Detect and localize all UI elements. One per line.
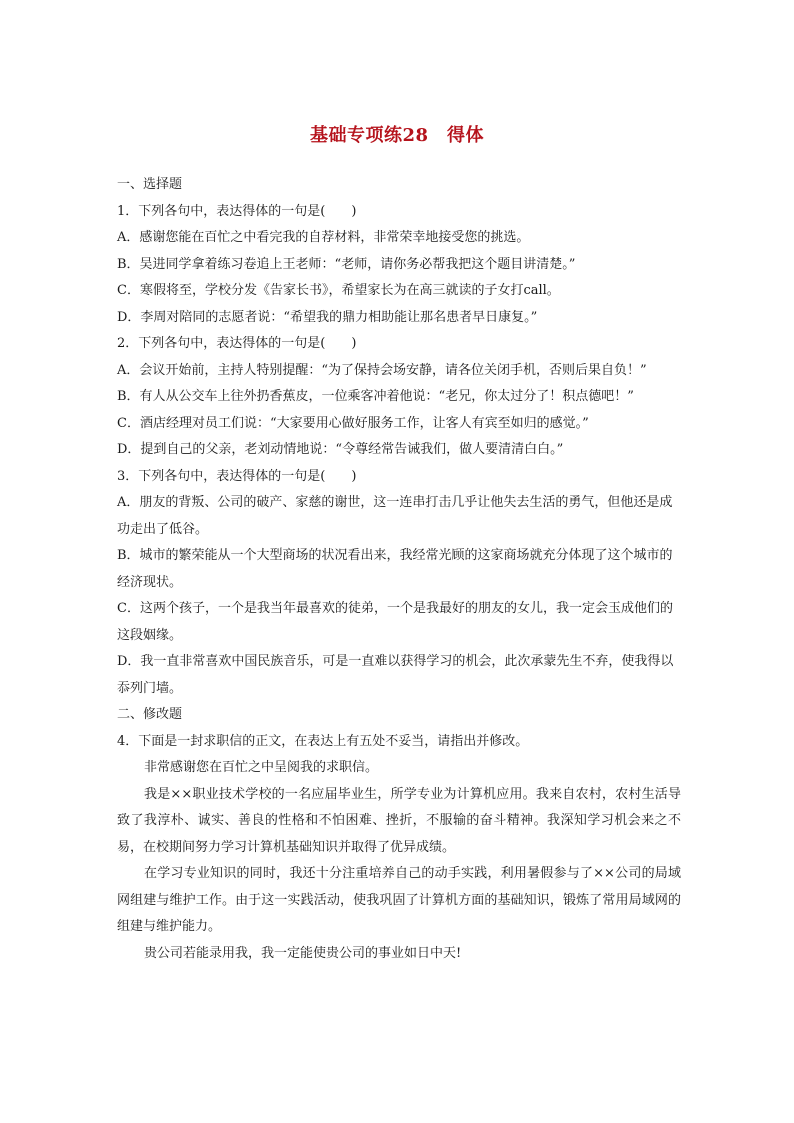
question-2-stem: 2．下列各句中，表达得体的一句是( ): [117, 336, 357, 351]
question-1-option-d: D．李周对陪同的志愿者说：“希望我的鼎力相助能让那名患者早日康复。”: [117, 309, 538, 325]
letter-paragraph-2: 我是××职业技术学校的一名应届毕业生，所学专业为计算机应用。我来自农村，农村生活导致了我淳朴、诚实、善良的性格和不怕困难、挫折，不服输的奋斗精神。我深知学习机会来之不易，在校期间努力学习计算机基础知识并取得了优异成绩。: [117, 786, 681, 855]
letter-paragraph-1: 非常感谢您在百忙之中呈阅我的求职信。: [144, 760, 379, 775]
document-body: [117, 172, 681, 967]
question-1-stem: 1．下列各句中，表达得体的一句是( ): [117, 203, 357, 219]
section-heading-choice: 一、选择题: [117, 177, 183, 192]
question-2-option-d: D．提到自己的父亲，老刘动情地说：“令尊经常告诫我们，做人要清清白白。”: [117, 442, 564, 457]
page-title: 基础专项练28 得体: [309, 125, 485, 146]
question-1-option-c: C．寒假将至，学校分发《告家长书》，希望家长为在高三就读的子女打call。: [117, 283, 560, 298]
question-3-option-b: B．城市的繁荣能从一个大型商场的状况看出来，我经常光顾的这家商场就充分体现了这个城市的经济现状。: [117, 548, 673, 590]
letter-paragraph-3: 在学习专业知识的同时，我还十分注重培养自己的动手实践，利用暑假参与了××公司的局域网组建与维护工作。由于这一实践活动，使我巩固了计算机方面的基础知识，锻炼了常用局域网的组建与维护能力。: [117, 866, 681, 934]
question-1-option-a: A．感谢您能在百忙之中看完我的自荐材料，非常荣幸地接受您的挑选。: [117, 230, 530, 245]
question-3-option-c: C．这两个孩子，一个是我当年最喜欢的徒弟，一个是我最好的朋友的女儿，我一定会玉成他们的这段姻缘。: [117, 601, 673, 643]
question-2-option-c: C．酒店经理对员工们说：“大家要用心做好服务工作，让客人有宾至如归的感觉。”: [117, 415, 589, 431]
question-3-option-d: D．我一直非常喜欢中国民族音乐，可是一直难以获得学习的机会，此次承蒙先生不弃，使我得以忝列门墙。: [117, 654, 674, 696]
question-1-option-b: B．吴进同学拿着练习卷追上王老师：“老师，请你务必帮我把这个题目讲清楚。”: [117, 256, 576, 272]
question-4-stem: 4．下面是一封求职信的正文，在表达上有五处不妥当，请指出并修改。: [117, 733, 529, 749]
question-2-option-a: A．会议开始前，主持人特别提醒：“为了保持会场安静，请各位关闭手机，否则后果自负！”: [117, 362, 647, 378]
section-heading-revision: 二、修改题: [117, 707, 183, 722]
letter-paragraph-4: 贵公司若能录用我，我一定能使贵公司的事业如日中天!: [144, 945, 462, 961]
question-3-stem: 3．下列各句中，表达得体的一句是( ): [117, 468, 357, 484]
question-2-option-b: B．有人从公交车上往外扔香蕉皮，一位乘客冲着他说：“老兄，你太过分了！积点德吧！”: [117, 389, 634, 404]
question-3-option-a: A．朋友的背叛、公司的破产、家慈的谢世，这一连串打击几乎让他失去生活的勇气，但他还是成功走出了低谷。: [117, 495, 673, 537]
